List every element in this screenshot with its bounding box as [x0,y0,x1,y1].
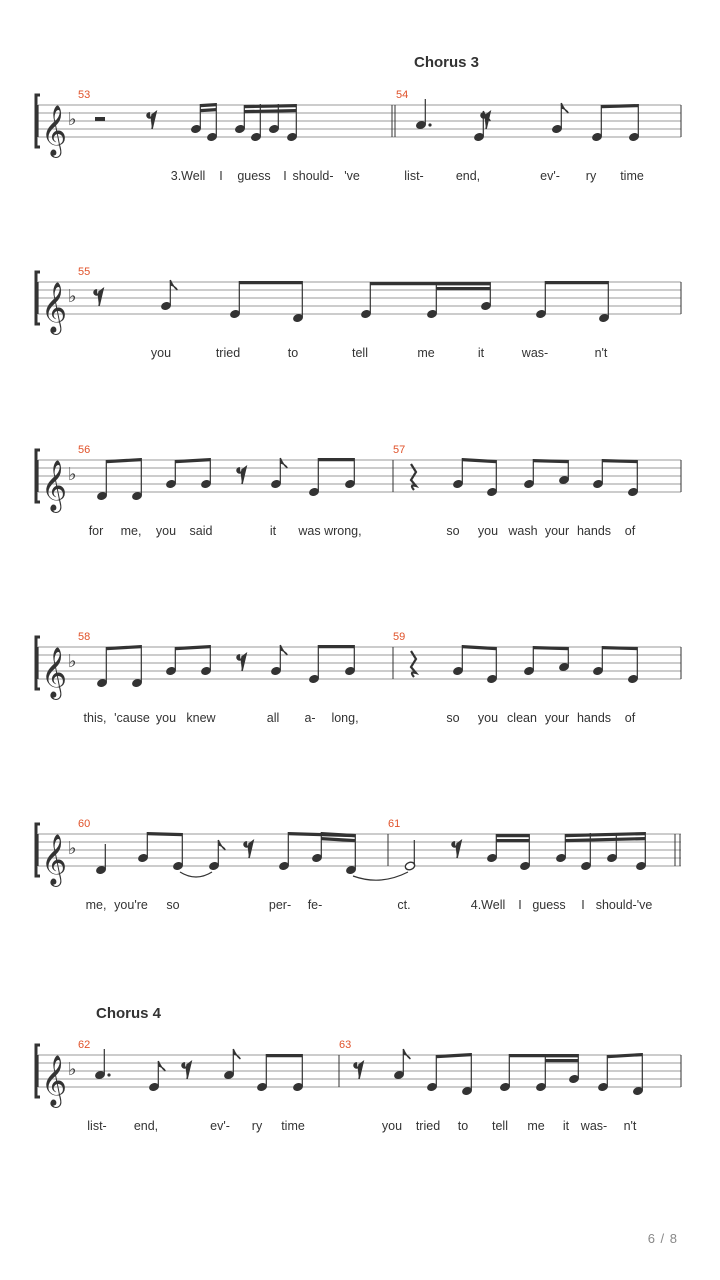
treble-clef-icon: 𝄞 [41,647,68,698]
lyric-syllable: list- [87,1119,107,1133]
section-title-chorus-3: Chorus 3 [414,54,480,71]
lyric-syllable: to [457,1119,469,1133]
lyric-syllable: it [269,524,277,538]
lyric-syllable: you [381,1119,403,1133]
tie [180,872,212,877]
measure-number: 63 [339,1039,352,1051]
lyric-syllable: you [155,524,177,538]
lyric-syllable: per- [268,898,292,912]
eighth-beam [318,645,354,648]
lyric-syllable: 'cause [114,711,150,725]
key-signature-flat-icon: ♭ [68,109,77,130]
eighth-beam [147,832,182,836]
lyric-syllable: of [624,711,636,725]
lyric-syllable: hands [576,524,612,538]
lyric-syllable: time [281,1119,305,1133]
lyric-syllable: said [189,524,213,538]
lyric-syllable: ev'- [210,1119,230,1133]
measure-number: 59 [393,631,406,643]
eighth-beam [565,832,645,837]
eighth-beam [496,834,529,837]
lyric-syllable: 4.Well [470,898,506,912]
note-flag [403,1049,410,1059]
measure-number: 56 [78,444,91,456]
sixteenth-beam [436,287,490,290]
eighth-beam [436,1053,471,1058]
lyric-syllable: me, [85,898,107,912]
lyric-syllable: end, [133,1119,159,1133]
lyric-syllable: was- [580,1119,608,1133]
eighth-beam [266,1054,302,1057]
lyric-syllable: list- [404,169,424,183]
lyric-syllable: so [166,898,180,912]
system-56-57 [0,440,720,540]
lyric-syllable: was wrong, [298,524,362,538]
lyric-syllable: n't [623,1119,637,1133]
lyric-syllable: of [624,524,636,538]
eighth-beam [607,1053,642,1058]
treble-clef-icon: 𝄞 [41,1055,68,1106]
lyric-syllable: tried [415,1119,441,1133]
staff [0,1035,720,1135]
lyric-syllable: I [518,898,522,912]
sixteenth-beam [545,1059,578,1062]
lyric-syllable: it [562,1119,570,1133]
lyric-syllable: me [527,1119,545,1133]
half-rest [95,117,105,121]
lyric-syllable: you [150,346,172,360]
lyric-syllable: tell [352,346,368,360]
measure-number: 61 [388,818,401,830]
lyric-syllable: end, [455,169,481,183]
lyric-syllable: so [446,711,460,725]
sixteenth-beam [321,837,355,842]
lyric-syllable: you [477,524,499,538]
lyric-syllable: should-'ve [595,898,653,912]
lyric-syllable: to [287,346,299,360]
key-signature-flat-icon: ♭ [68,651,77,672]
lyric-syllable: hands [576,711,612,725]
lyric-syllable: n't [594,346,608,360]
note-flag [233,1049,240,1059]
section-title-chorus-4: Chorus 4 [96,1005,162,1022]
eighth-beam [436,282,490,285]
lyric-syllable: I [283,169,287,183]
lyric-syllable: wash [508,524,538,538]
eighth-beam [462,645,496,650]
system-58-59 [0,627,720,727]
eighth-beam [318,458,354,461]
sixteenth-beam [565,837,645,842]
measure-number: 58 [78,631,91,643]
system-53-54 [0,85,720,185]
lyric-syllable: I [581,898,585,912]
key-signature-flat-icon: ♭ [68,1059,77,1080]
lyric-syllable: should- [292,169,334,183]
lyric-syllable: me [417,346,435,360]
lyric-syllable: it [477,346,485,360]
lyric-syllable: so [446,524,460,538]
lyric-syllable: you're [114,898,148,912]
eighth-beam [239,281,302,284]
lyric-syllable: ct. [397,898,411,912]
key-signature-flat-icon: ♭ [68,464,77,485]
lyric-syllable: guess [532,898,566,912]
lyric-syllable: this, [83,711,107,725]
lyric-syllable: ry [585,169,597,183]
lyric-syllable: me, [120,524,142,538]
lyric-syllable: I [219,169,223,183]
measure-number: 62 [78,1039,91,1051]
tie [353,872,408,880]
augmentation-dot [428,123,431,126]
sixteenth-beam [496,839,529,842]
lyric-syllable: tried [215,346,241,360]
eighth-beam [106,458,141,463]
lyric-syllable: long, [331,711,359,725]
lyric-syllable: clean [507,711,537,725]
lyric-syllable: 've [344,169,360,183]
lyric-syllable: time [620,169,644,183]
lyric-syllable: you [477,711,499,725]
lyric-syllable: your [544,711,570,725]
treble-clef-icon: 𝄞 [41,282,68,333]
measure-number: 53 [78,89,91,101]
eighth-beam [545,281,608,284]
measure-number: 60 [78,818,91,830]
lyric-syllable: 3.Well [170,169,206,183]
system-60-61 [0,814,720,914]
lyric-syllable: knew [186,711,216,725]
lyric-syllable: guess [237,169,271,183]
lyric-syllable: tell [492,1119,508,1133]
lyric-syllable: was- [521,346,549,360]
treble-clef-icon: 𝄞 [41,460,68,511]
measure-number: 57 [393,444,406,456]
sixteenth-beam [200,108,216,112]
system-55 [0,262,720,362]
measure-number: 55 [78,266,91,278]
eighth-beam [462,458,496,463]
lyric-syllable: all [266,711,280,725]
eighth-beam [200,103,216,107]
staff [0,627,720,727]
treble-clef-icon: 𝄞 [41,834,68,885]
lyric-syllable: ev'- [540,169,560,183]
treble-clef-icon: 𝄞 [41,105,68,156]
lyric-syllable: your [544,524,570,538]
augmentation-dot [107,1073,110,1076]
eighth-beam [175,458,210,463]
lyric-syllable: ry [251,1119,263,1133]
lyric-syllable: fe- [307,898,323,912]
measure-number: 54 [396,89,409,101]
key-signature-flat-icon: ♭ [68,838,77,859]
eighth-beam [175,645,210,650]
key-signature-flat-icon: ♭ [68,286,77,307]
eighth-beam [106,645,141,650]
lyric-syllable: for [88,524,104,538]
lyric-syllable: you [155,711,177,725]
system-62-63 [0,1035,720,1135]
page-number: 6 / 8 [647,1231,678,1246]
lyric-syllable: a- [304,711,316,725]
eighth-beam [545,1054,578,1057]
